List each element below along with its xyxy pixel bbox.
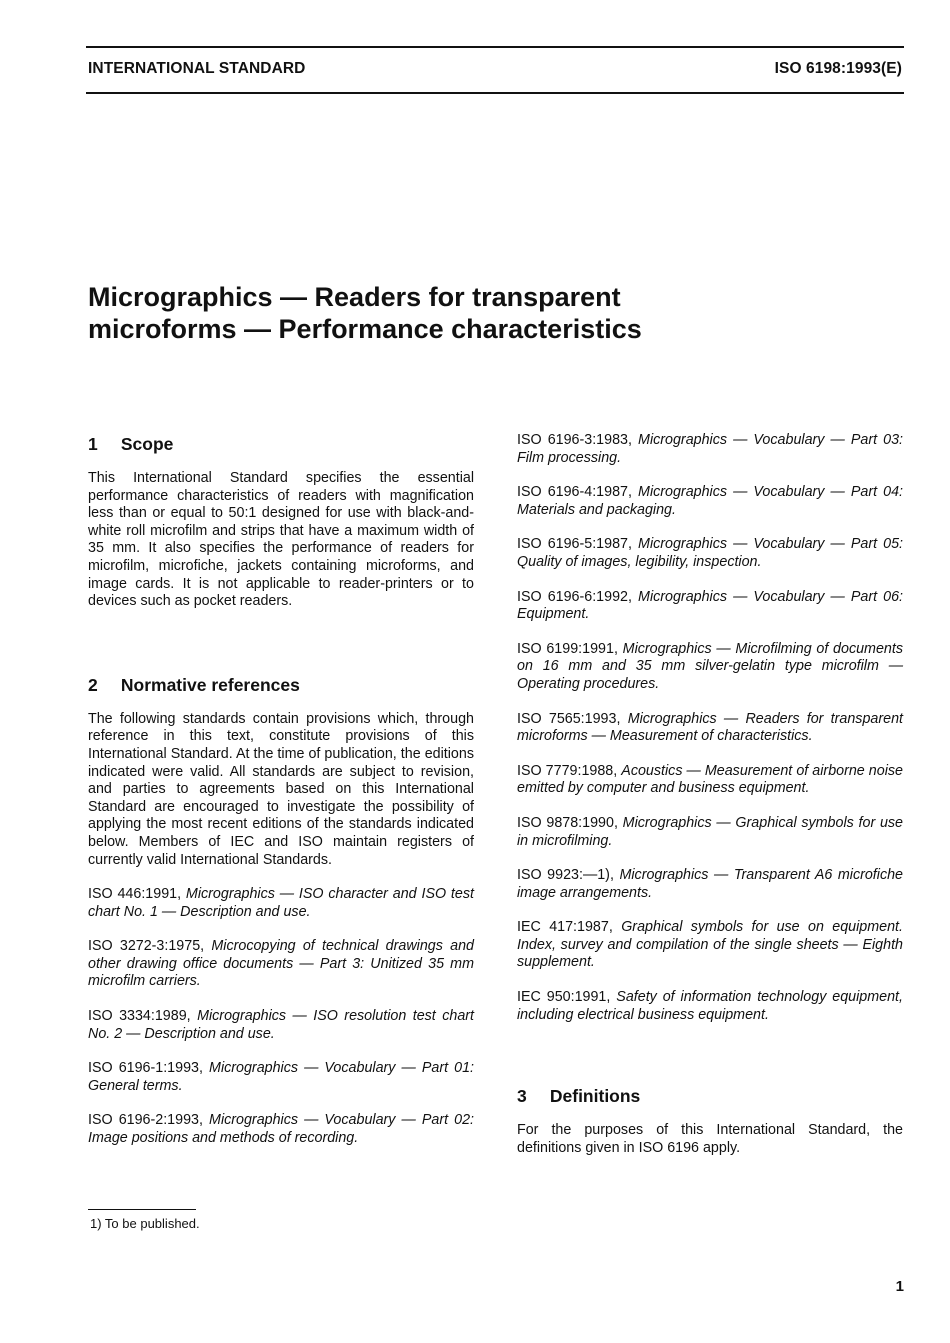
reference-item: [517, 536, 903, 571]
footnote: 1) To be published.: [90, 1216, 200, 1231]
section-normative-references: [88, 673, 474, 1148]
reference-code: ISO 7779:1988,: [517, 762, 618, 779]
reference-item: [517, 919, 903, 972]
header-bottom-rule: [86, 92, 904, 94]
reference-item: [517, 989, 903, 1024]
reference-item: [517, 763, 903, 798]
section-number: 1: [88, 434, 98, 454]
section-heading: [88, 673, 474, 697]
section-definitions: [517, 1084, 903, 1157]
right-column: [517, 432, 903, 1157]
reference-title: Micrographics — Graphical symbols for use in microfilming.: [517, 814, 903, 849]
reference-title: Micrographics — Vocabulary — Part 01: General terms.: [88, 1060, 474, 1094]
section-title: Definitions: [549, 1086, 641, 1107]
reference-code: IEC 950:1991,: [517, 989, 611, 1006]
reference-title: Safety of information technology equipment, including electrical business equipment.: [517, 989, 903, 1023]
section-heading: [517, 1084, 903, 1108]
reference-code: ISO 7565:1993,: [517, 710, 621, 727]
reference-code: ISO 6196-4:1987,: [517, 484, 632, 501]
reference-title: Micrographics — Transparent A6 microfiche image arrangements.: [517, 867, 904, 901]
reference-code: ISO 9923:—1),: [517, 867, 614, 884]
reference-item: [517, 867, 903, 902]
reference-item: [517, 711, 903, 746]
reference-title: Micrographics — Vocabulary — Part 03: Film processing.: [517, 432, 903, 466]
reference-code: ISO 446:1991,: [88, 886, 182, 903]
reference-title: Micrographics — ISO character and ISO test chart No. 1 — Description and use.: [88, 886, 474, 920]
section-number: 2: [88, 674, 98, 695]
title-line-1: Micrographics — Readers for transparent: [88, 282, 621, 312]
scope-paragraph: This International Standard specifies the essential performance characteristics of readers with magnification less than or equal to 50:1 designed for use with black-and-white roll microfilm and strips that have a maximum width of 35 mm. It also specifies the performance of readers for microfilm, microfiche, jackets containing microforms, and image cards. It is not applicable to reader-printers or to devices such as pocket readers.: [88, 470, 474, 610]
section-title: Scope: [120, 434, 174, 454]
reference-title: Micrographics — ISO resolution test chart No. 2 — Description and use.: [88, 1008, 475, 1042]
reference-code: ISO 6196-5:1987,: [517, 536, 632, 553]
title-line-2: microforms — Performance characteristics: [88, 314, 642, 344]
standard-number: ISO 6198:1993(E): [774, 60, 902, 77]
section-heading: [88, 432, 474, 456]
section-title: Normative references: [120, 674, 300, 695]
reference-code: ISO 6196-3:1983,: [517, 432, 632, 448]
reference-title: Micrographics — Readers for transparent microforms — Measurement of characteristics.: [517, 710, 903, 745]
document-type-label: INTERNATIONAL STANDARD: [88, 60, 306, 77]
footnote-rule: [88, 1209, 196, 1210]
reference-title: Graphical symbols for use on equipment. Index, survey and compilation of the single sheets — Eighth supplement.: [517, 919, 903, 971]
section-number: 3: [517, 1086, 527, 1107]
reference-title: Microcopying of technical drawings and other drawing office documents — Part 3: Unitized 35 mm microfilm carriers.: [88, 938, 474, 990]
reference-code: ISO 3272-3:1975,: [88, 938, 205, 955]
reference-item: [517, 484, 903, 519]
reference-item: [88, 938, 474, 991]
reference-title: Acoustics — Measurement of airborne noise emitted by computer and business equipment.: [517, 762, 903, 797]
reference-item: [517, 641, 903, 694]
reference-title: Micrographics — Vocabulary — Part 02: Image positions and methods of recording.: [88, 1112, 474, 1147]
reference-code: ISO 6196-1:1993,: [88, 1060, 203, 1077]
reference-title: Micrographics — Vocabulary — Part 05: Quality of images, legibility, inspection.: [517, 536, 903, 570]
reference-item: [517, 432, 903, 467]
reference-item: [517, 815, 903, 850]
reference-title: Micrographics — Microfilming of documents on 16 mm and 35 mm silver-gelatin type microfilm — Operating procedures.: [517, 640, 903, 692]
definitions-paragraph: For the purposes of this International Standard, the definitions given in ISO 6196 apply.: [517, 1122, 903, 1156]
reference-item: [517, 589, 903, 624]
page-number: 1: [895, 1278, 904, 1295]
reference-title: Micrographics — Vocabulary — Part 04: Materials and packaging.: [517, 484, 903, 518]
section-scope: [88, 432, 474, 611]
reference-item: [88, 886, 474, 921]
reference-title: Micrographics — Vocabulary — Part 06: Equipment.: [517, 588, 903, 623]
left-column: [88, 432, 474, 1148]
reference-code: ISO 3334:1989,: [88, 1008, 191, 1025]
reference-code: ISO 9878:1990,: [517, 814, 618, 831]
document-title: [88, 281, 848, 345]
reference-code: ISO 6196-2:1993,: [88, 1112, 203, 1129]
reference-item: [88, 1112, 474, 1147]
references-intro-paragraph: The following standards contain provisions which, through reference in this text, constitute provisions of this International Standard. At the time of publication, the editions indicated were valid. All standards are subject to revision, and parties to agreements based on this International Standard are encouraged to investigate the possibility of applying the most recent editions of the standards indicated below. Members of IEC and ISO maintain registers of currently valid International Standards.: [88, 710, 474, 868]
reference-item: [88, 1008, 474, 1043]
reference-item: [88, 1060, 474, 1095]
header-top-rule: [86, 46, 904, 48]
reference-code: IEC 417:1987,: [517, 919, 613, 936]
reference-code: ISO 6196-6:1992,: [517, 588, 632, 605]
reference-code: ISO 6199:1991,: [517, 640, 618, 657]
